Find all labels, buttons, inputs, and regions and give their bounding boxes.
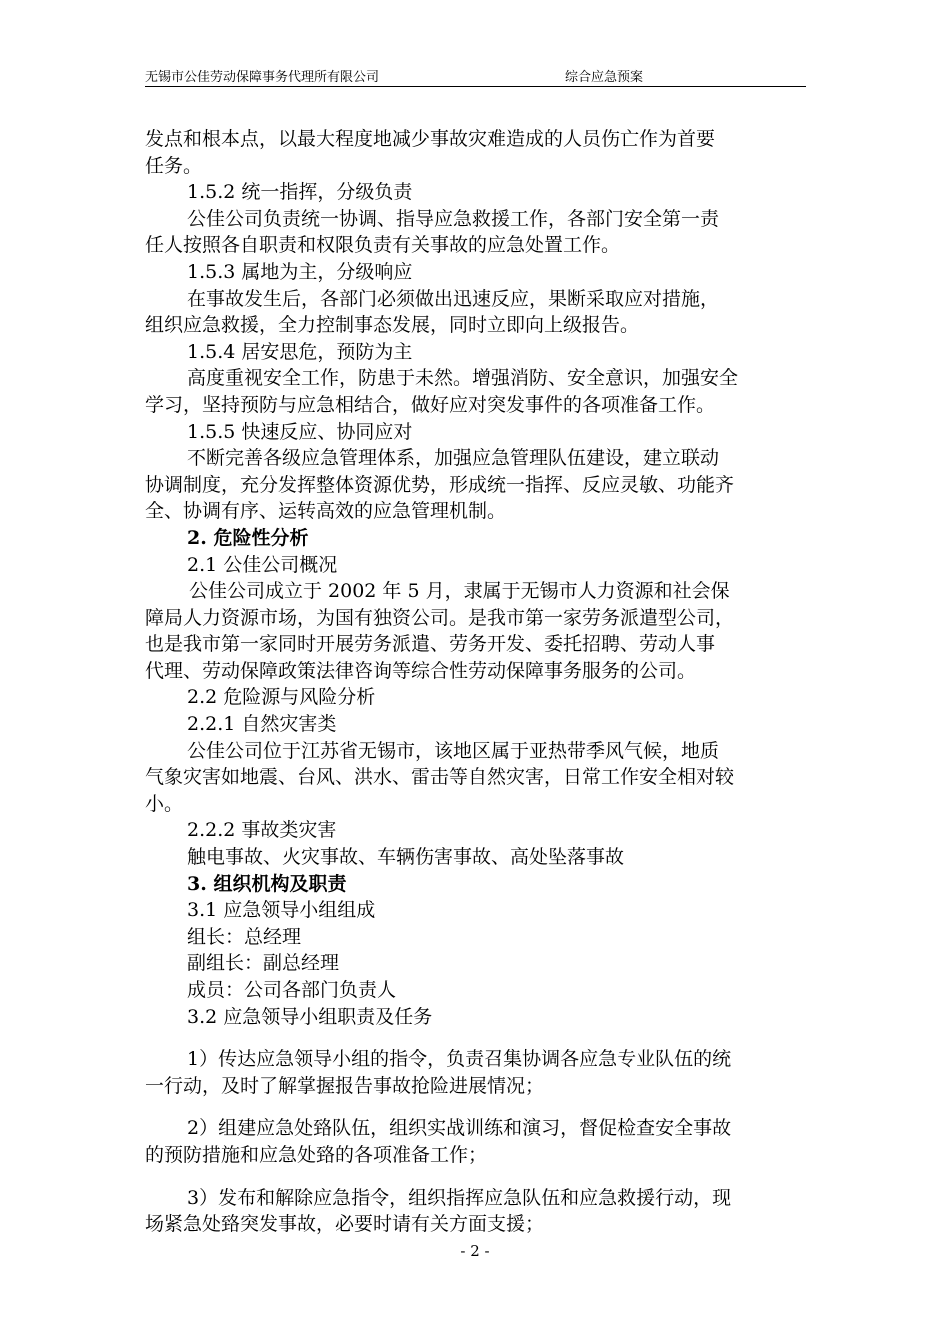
text-line: 任人按照各自职责和权限负责有关事故的应急处置工作。 [145,234,621,257]
text-line: 公佳公司成立于 2002 年 5 月，隶属于无锡市人力资源和社会保 [189,580,730,603]
text-line: 3.2 应急领导小组职责及任务 [187,1005,433,1028]
text-line: 代理、劳动保障政策法律咨询等综合性劳动保障事务服务的公司。 [145,659,697,682]
text-line: 2.2 危险源与风险分析 [187,686,376,709]
text-line: 学习，坚持预防与应急相结合，做好应对突发事件的各项准备工作。 [145,393,716,416]
text-line: 不断完善各级应急管理体系，加强应急管理队伍建设，建立联动 [187,447,720,470]
page-number: - 2 - [460,1242,490,1260]
text-line: 组长：总经理 [187,925,302,948]
text-line: 发点和根本点，以最大程度地减少事故灾难造成的人员伤亡作为首要 [145,128,716,150]
text-line: 在事故发生后，各部门必须做出迅速反应，果断采取应对措施， [187,287,720,310]
text-line: 2.2.1 自然灾害类 [187,713,337,736]
text-line: 小。 [145,792,184,815]
text-line: 成员：公司各部门负责人 [187,979,397,1001]
text-line: 的预防措施和应急处臵的各项准备工作； [145,1143,488,1166]
text-line: 3.1 应急领导小组组成 [187,899,376,922]
paragraph-spacer [145,1099,806,1115]
text-line: 1）传达应急领导小组的指令，负责召集协调各应急专业队伍的统 [187,1048,732,1071]
text-line: 任务。 [145,154,203,177]
document-body [145,126,806,1238]
page-header [145,66,806,87]
text-line: 全、协调有序、运转高效的应急管理机制。 [145,500,507,523]
text-line: 障局人力资源市场，为国有独资公司。是我市第一家劳务派遣型公司， [145,606,735,629]
text-line: 也是我市第一家同时开展劳务派遣、劳务开发、委托招聘、劳动人事 [145,633,716,656]
header-company-name: 无锡市公佳劳动保障事务代理所有限公司 [145,70,380,85]
text-line: 2.1 公佳公司概况 [187,553,338,576]
text-line: 副组长：副总经理 [187,952,340,975]
text-line: 1.5.4 居安思危，预防为主 [187,340,413,363]
paragraph-spacer [145,1030,806,1046]
text-line: 1.5.2 统一指挥，分级负责 [187,181,413,204]
text-line: 2.2.2 事故类灾害 [187,819,337,842]
text-line: 一行动，及时了解掌握报告事故抢险进展情况； [145,1074,545,1097]
paragraph-spacer [145,1169,806,1185]
text-line: 3）发布和解除应急指令，组织指挥应急队伍和应急救援行动，现 [187,1186,732,1209]
text-line: 场紧急处臵突发事故，必要时请有关方面支援； [145,1213,545,1236]
header-document-title: 综合应急预案 [565,70,644,85]
text-line: 公佳公司负责统一协调、指导应急救援工作，各部门安全第一责 [187,207,720,230]
section-heading: 2. 危险性分析 [187,526,309,549]
section-heading: 3. 组织机构及职责 [187,872,347,895]
text-line: 协调制度，充分发挥整体资源优势，形成统一指挥、反应灵敏、功能齐 [145,473,735,496]
text-line: 触电事故、火灾事故、车辆伤害事故、高处坠落事故 [187,846,625,869]
text-line: 高度重视安全工作，防患于未然。增强消防、安全意识，加强安全 [187,367,739,390]
text-line: 组织应急救援，全力控制事态发展，同时立即向上级报告。 [145,314,640,337]
text-line: 2）组建应急处臵队伍，组织实战训练和演习，督促检查安全事故 [187,1117,732,1140]
text-line: 1.5.3 属地为主，分级响应 [187,260,413,283]
text-line: 气象灾害如地震、台风、洪水、雷击等自然灾害，日常工作安全相对较 [145,766,735,789]
text-line: 公佳公司位于江苏省无锡市，该地区属于亚热带季风气候，地质 [187,739,720,762]
text-line: 1.5.5 快速反应、协同应对 [187,420,413,443]
